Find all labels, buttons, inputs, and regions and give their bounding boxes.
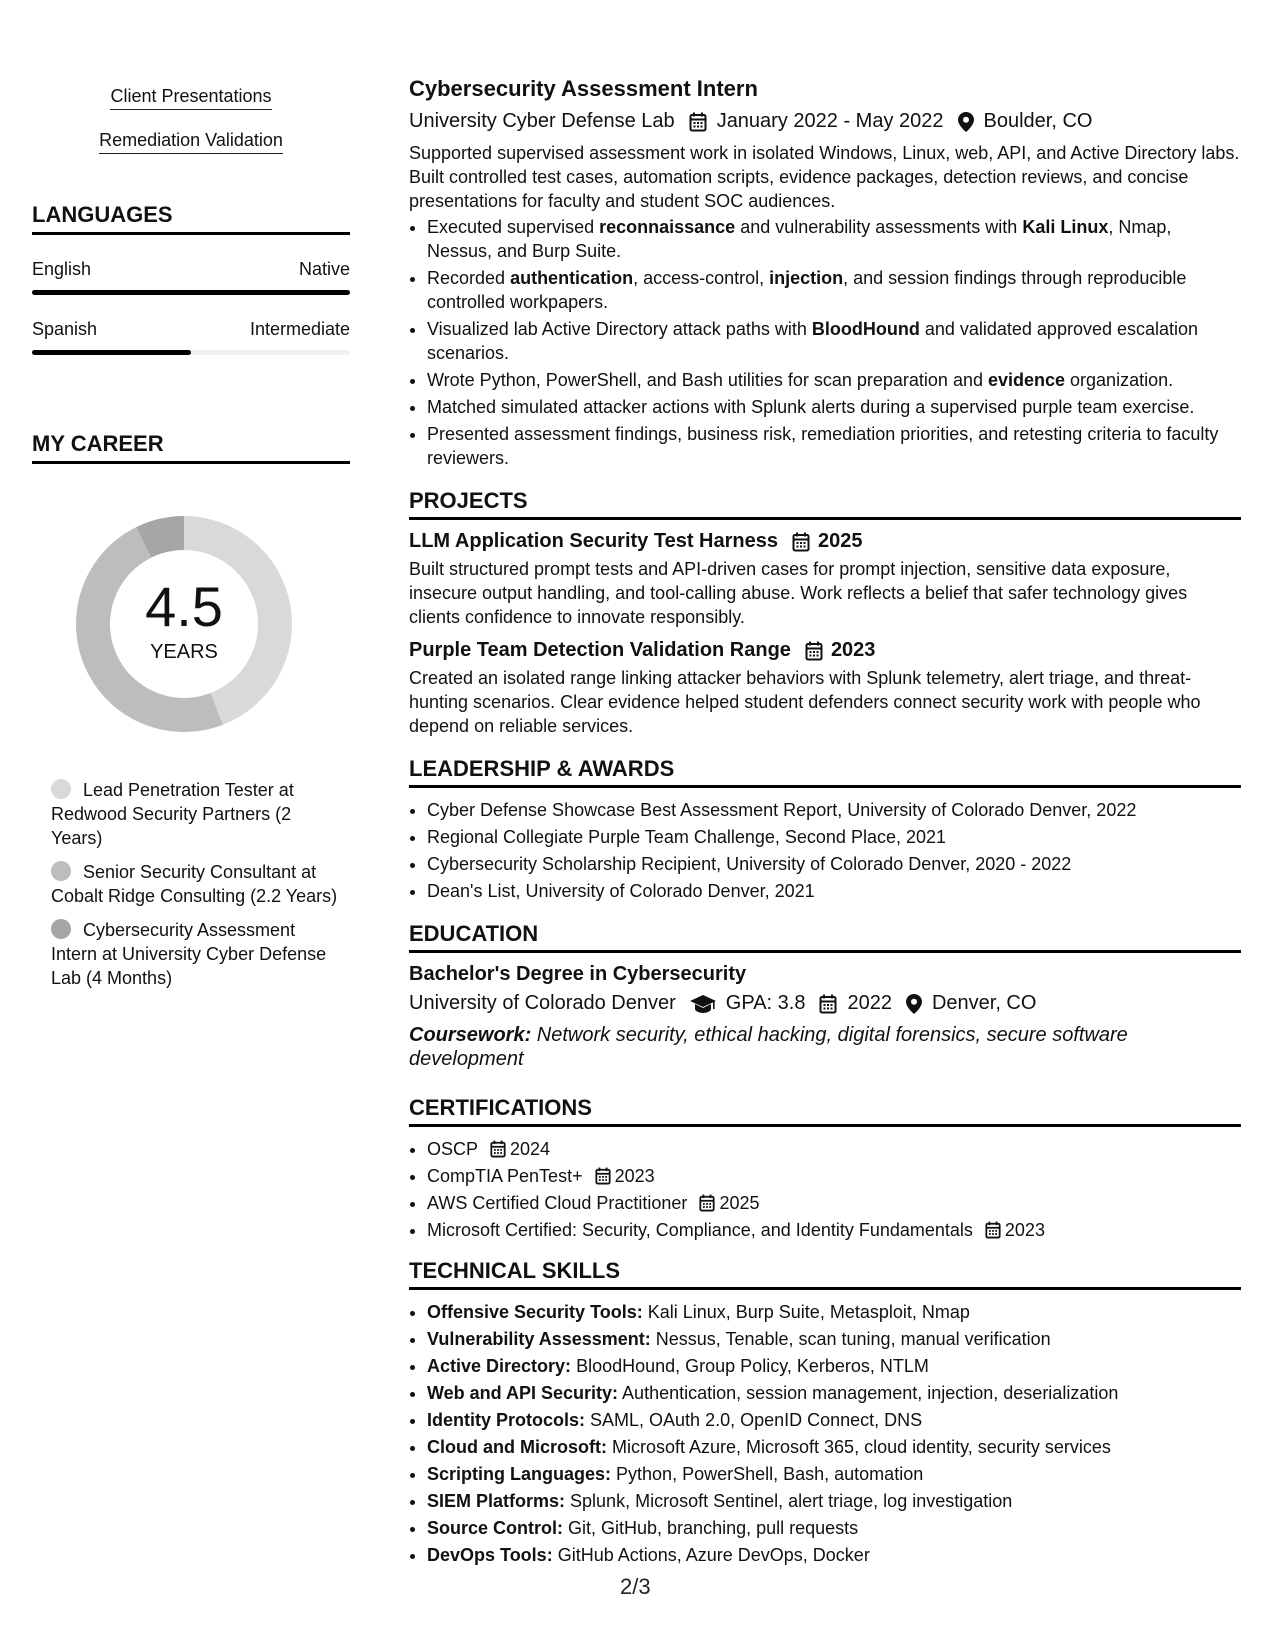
certifications-list — [409, 1137, 1241, 1242]
job-meta — [409, 110, 1241, 133]
skill-item: • Active Directory: BloodHound, Group Policy, Kerberos, NTLM — [427, 1354, 1241, 1378]
certification-item: • OSCP 2024 — [427, 1137, 1241, 1161]
career-total-years: 4.5 — [145, 574, 223, 638]
project-year: 2023 — [830, 639, 876, 661]
career-donut-chart — [66, 506, 302, 742]
language-level: Intermediate — [249, 319, 350, 339]
main-content — [409, 76, 1241, 1570]
project-description: Built structured prompt tests and API-driven cases for prompt injection, sensitive data exposure, insecure output handling, and tool-calling abuse. Work reflects a belief that safer technology gives clients confidence to innovate responsibly. — [409, 559, 1188, 627]
job-bullet: • Visualized lab Active Directory attack paths with BloodHound and validated approved escalation scenarios. — [427, 317, 1241, 365]
skill-item: • Scripting Languages: Python, PowerShell, Bash, automation — [427, 1462, 1241, 1486]
project-year: 2025 — [817, 530, 863, 552]
projects-heading: PROJECTS — [409, 488, 1241, 520]
career-legend-dot — [51, 919, 71, 939]
tag-list — [32, 80, 350, 168]
project-entry — [409, 639, 1241, 738]
project-description: Created an isolated range linking attacker behaviors with Splunk telemetry, alert triage, and threat-hunting scenarios. Clear evidence helped student defenders connect security work with people who depend on reliable services. — [409, 668, 1201, 736]
job-dates: January 2022 - May 2022 — [716, 110, 944, 132]
language-name: English — [32, 259, 92, 279]
language-bar-fill — [32, 290, 350, 295]
career-item-text: Lead Penetration Tester at Redwood Security Partners (2 Years) — [51, 780, 294, 848]
sidebar — [32, 80, 350, 1000]
job-bullet: • Matched simulated attacker actions with Splunk alerts during a supervised purple team exercise. — [427, 395, 1241, 419]
job-summary: Supported supervised assessment work in isolated Windows, Linux, web, API, and Active Directory labs. Built controlled test cases, automation scripts, evidence packages, detection reviews, and concise presentations for faculty and student SOC audiences. — [409, 143, 1240, 211]
career-item — [51, 918, 341, 990]
job-bullet: • Recorded authentication, access-control, injection, and session findings through reproducible controlled workpapers. — [427, 266, 1241, 314]
certification-item: • CompTIA PenTest+ 2023 — [427, 1164, 1241, 1188]
skill-item: • Web and API Security: Authentication, session management, injection, deserialization — [427, 1381, 1241, 1405]
skill-item: • Source Control: Git, GitHub, branching, pull requests — [427, 1516, 1241, 1540]
education-entry — [409, 963, 1241, 1071]
education-location: Denver, CO — [931, 992, 1037, 1014]
career-legend-dot — [51, 779, 71, 799]
skills-list — [409, 1300, 1241, 1567]
certification-item: • Microsoft Certified: Security, Compliance, and Identity Fundamentals 2023 — [427, 1218, 1241, 1242]
skills-heading: TECHNICAL SKILLS — [409, 1258, 1241, 1290]
career-heading: MY CAREER — [32, 431, 350, 464]
page-number: 2/3 — [620, 1574, 651, 1599]
calendar-icon — [689, 112, 707, 132]
skill-item: • DevOps Tools: GitHub Actions, Azure DevOps, Docker — [427, 1543, 1241, 1567]
calendar-icon — [699, 1194, 715, 1212]
experience-entry — [409, 76, 1241, 470]
job-bullet: • Executed supervised reconnaissance and vulnerability assessments with Kali Linux, Nmap, Nessus, and Burp Suite. — [427, 215, 1241, 263]
award-item: • Cybersecurity Scholarship Recipient, University of Colorado Denver, 2020 - 2022 — [427, 852, 1241, 876]
award-item: • Cyber Defense Showcase Best Assessment Report, University of Colorado Denver, 2022 — [427, 798, 1241, 822]
language-english — [32, 259, 350, 295]
tag-item: Remediation Validation — [99, 130, 283, 154]
tag-item: Client Presentations — [110, 86, 271, 110]
award-item: • Regional Collegiate Purple Team Challenge, Second Place, 2021 — [427, 825, 1241, 849]
calendar-icon — [805, 641, 823, 661]
certification-item: • AWS Certified Cloud Practitioner 2025 — [427, 1191, 1241, 1215]
calendar-icon — [490, 1140, 506, 1158]
company-name: University Cyber Defense Lab — [409, 110, 675, 132]
career-legend-dot — [51, 861, 71, 881]
project-title: Purple Team Detection Validation Range — [409, 639, 791, 661]
skill-item: • Offensive Security Tools: Kali Linux, Burp Suite, Metasploit, Nmap — [427, 1300, 1241, 1324]
language-spanish — [32, 319, 350, 355]
career-item — [51, 778, 341, 850]
education-heading: EDUCATION — [409, 921, 1241, 953]
skill-item: • SIEM Platforms: Splunk, Microsoft Sentinel, alert triage, log investigation — [427, 1489, 1241, 1513]
language-bar — [32, 350, 350, 355]
job-location: Boulder, CO — [983, 110, 1093, 132]
school-name: University of Colorado Denver — [409, 992, 676, 1014]
career-item — [51, 860, 341, 908]
project-entry — [409, 530, 1241, 629]
job-bullets — [409, 215, 1241, 470]
award-item: • Dean's List, University of Colorado Denver, 2021 — [427, 879, 1241, 903]
skill-item: • Cloud and Microsoft: Microsoft Azure, Microsoft 365, cloud identity, security services — [427, 1435, 1241, 1459]
degree-title: Bachelor's Degree in Cybersecurity — [409, 963, 747, 985]
career-list — [32, 778, 350, 990]
job-bullet: • Wrote Python, PowerShell, and Bash utilities for scan preparation and evidence organization. — [427, 368, 1241, 392]
graduation-year: 2022 — [847, 992, 892, 1014]
location-pin-icon — [958, 112, 974, 132]
career-years-label: YEARS — [150, 640, 218, 663]
leadership-heading: LEADERSHIP & AWARDS — [409, 756, 1241, 788]
calendar-icon — [792, 532, 810, 552]
skill-item: • Identity Protocols: SAML, OAuth 2.0, OpenID Connect, DNS — [427, 1408, 1241, 1432]
coursework: Coursework: Network security, ethical hacking, digital forensics, secure software development — [409, 1024, 1128, 1070]
job-title: Cybersecurity Assessment Intern — [409, 76, 758, 101]
skill-item: • Vulnerability Assessment: Nessus, Tenable, scan tuning, manual verification — [427, 1327, 1241, 1351]
project-title: LLM Application Security Test Harness — [409, 530, 778, 552]
language-bar-fill — [32, 350, 191, 355]
location-pin-icon — [906, 994, 922, 1014]
calendar-icon — [819, 994, 837, 1014]
certifications-heading: CERTIFICATIONS — [409, 1095, 1241, 1127]
education-meta — [409, 992, 1241, 1015]
graduation-cap-icon — [690, 995, 716, 1013]
career-item-text: Cybersecurity Assessment Intern at University Cyber Defense Lab (4 Months) — [51, 920, 327, 988]
leadership-list — [409, 798, 1241, 903]
calendar-icon — [595, 1167, 611, 1185]
calendar-icon — [985, 1221, 1001, 1239]
language-name: Spanish — [32, 319, 98, 339]
language-bar — [32, 290, 350, 295]
gpa: GPA: 3.8 — [725, 992, 806, 1014]
languages-heading: LANGUAGES — [32, 202, 350, 235]
career-item-text: Senior Security Consultant at Cobalt Ridge Consulting (2.2 Years) — [51, 862, 338, 906]
job-bullet: • Presented assessment findings, business risk, remediation priorities, and retesting criteria to faculty reviewers. — [427, 422, 1241, 470]
language-level: Native — [298, 259, 350, 279]
